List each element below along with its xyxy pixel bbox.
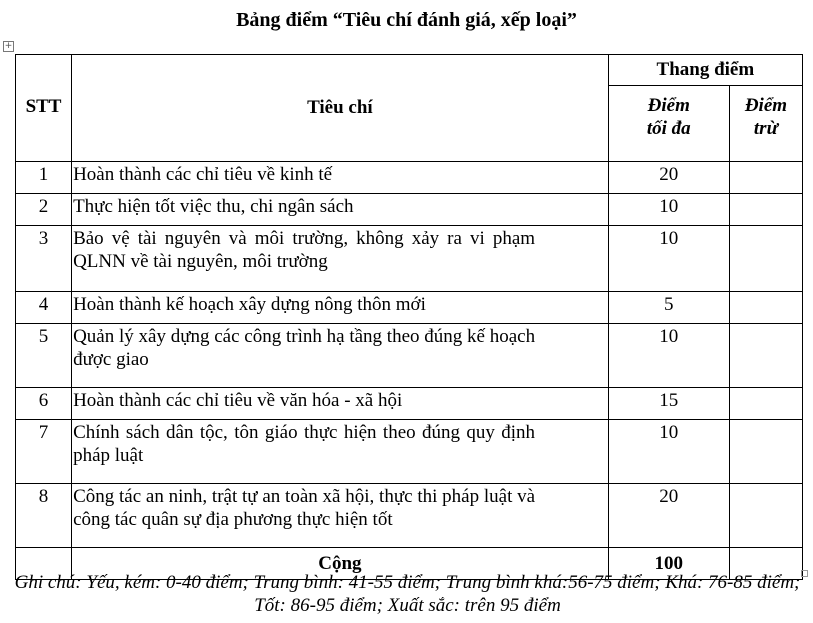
header-max-line1: Điểm: [647, 95, 690, 116]
row-criteria: [72, 388, 609, 420]
row-deduction-cell[interactable]: [729, 388, 802, 420]
table-row: [16, 226, 803, 292]
row-criteria: [72, 324, 609, 388]
row-criteria-text: Chính sách dân tộc, tôn giáo thực hiện theo đúng quy định pháp luật: [73, 422, 536, 466]
total-value: 100: [608, 548, 729, 580]
row-criteria: [72, 420, 609, 484]
row-deduction-cell[interactable]: [729, 484, 802, 548]
row-deduction-cell[interactable]: [729, 226, 802, 292]
row-max-points: 20: [608, 162, 729, 194]
row-stt: 4: [16, 292, 72, 324]
table-row: [16, 420, 803, 484]
row-criteria-text: Hoàn thành kế hoạch xây dựng nông thôn mới: [73, 294, 426, 315]
row-stt: 7: [16, 420, 72, 484]
table-row: [16, 162, 803, 194]
row-criteria-text: Công tác an ninh, trật tự an toàn xã hội, thực thi pháp luật và công tác quân sự địa phương thực hiện tốt: [73, 486, 536, 530]
score-table: [15, 54, 803, 580]
document-title: Bảng điểm “Tiêu chí đánh giá, xếp loại”: [236, 9, 577, 31]
row-max-points: 10: [608, 226, 729, 292]
header-deduction-points: [729, 86, 802, 162]
footnote: Ghi chú: Yếu, kém: 0-40 điểm; Trung bình: 41-55 điểm; Trung bình khá:56-75 điểm; Khá: 76-85 điểm; Tốt: 86-95 điểm; Xuất sắc: trên 95 điểm: [14, 572, 801, 616]
row-stt: 2: [16, 194, 72, 226]
table-move-handle-icon[interactable]: +: [4, 41, 13, 51]
table-row: [16, 292, 803, 324]
header-criteria: Tiêu chí: [72, 55, 609, 162]
row-deduction-cell[interactable]: [729, 162, 802, 194]
row-deduction-cell[interactable]: [729, 194, 802, 226]
table-row: [16, 484, 803, 548]
row-criteria: [72, 484, 609, 548]
row-criteria-text: Hoàn thành các chỉ tiêu về kinh tế: [73, 164, 333, 185]
row-max-points: 10: [608, 420, 729, 484]
row-stt: 3: [16, 226, 72, 292]
row-deduction-cell[interactable]: [729, 420, 802, 484]
row-criteria-text: Quản lý xây dựng các công trình hạ tầng theo đúng kế hoạch được giao: [73, 326, 536, 370]
header-minus-line2: trừ: [753, 118, 778, 139]
row-criteria: [72, 162, 609, 194]
row-stt: 6: [16, 388, 72, 420]
row-criteria-text: Hoàn thành các chỉ tiêu về văn hóa - xã hội: [73, 390, 403, 411]
row-criteria-text: Thực hiện tốt việc thu, chi ngân sách: [73, 196, 354, 217]
row-max-points: 10: [608, 324, 729, 388]
header-stt: STT: [16, 55, 72, 162]
header-scale: Thang điểm: [608, 55, 802, 86]
table-row: [16, 388, 803, 420]
row-deduction-cell[interactable]: [729, 324, 802, 388]
header-max-points: [608, 86, 729, 162]
row-stt: 1: [16, 162, 72, 194]
row-max-points: 10: [608, 194, 729, 226]
row-stt: 5: [16, 324, 72, 388]
row-criteria: [72, 226, 609, 292]
row-max-points: 15: [608, 388, 729, 420]
row-criteria: [72, 292, 609, 324]
table-row: [16, 324, 803, 388]
header-max-line2: tối đa: [646, 118, 691, 139]
table-row: [16, 194, 803, 226]
row-max-points: 20: [608, 484, 729, 548]
header-minus-line1: Điểm: [744, 95, 788, 116]
row-criteria: [72, 194, 609, 226]
row-criteria-text: Bảo vệ tài nguyên và môi trường, không xảy ra vi phạm QLNN về tài nguyên, môi trường: [73, 228, 536, 272]
row-max-points: 5: [608, 292, 729, 324]
row-stt: 8: [16, 484, 72, 548]
row-deduction-cell[interactable]: [729, 292, 802, 324]
total-label: Cộng: [72, 548, 609, 580]
